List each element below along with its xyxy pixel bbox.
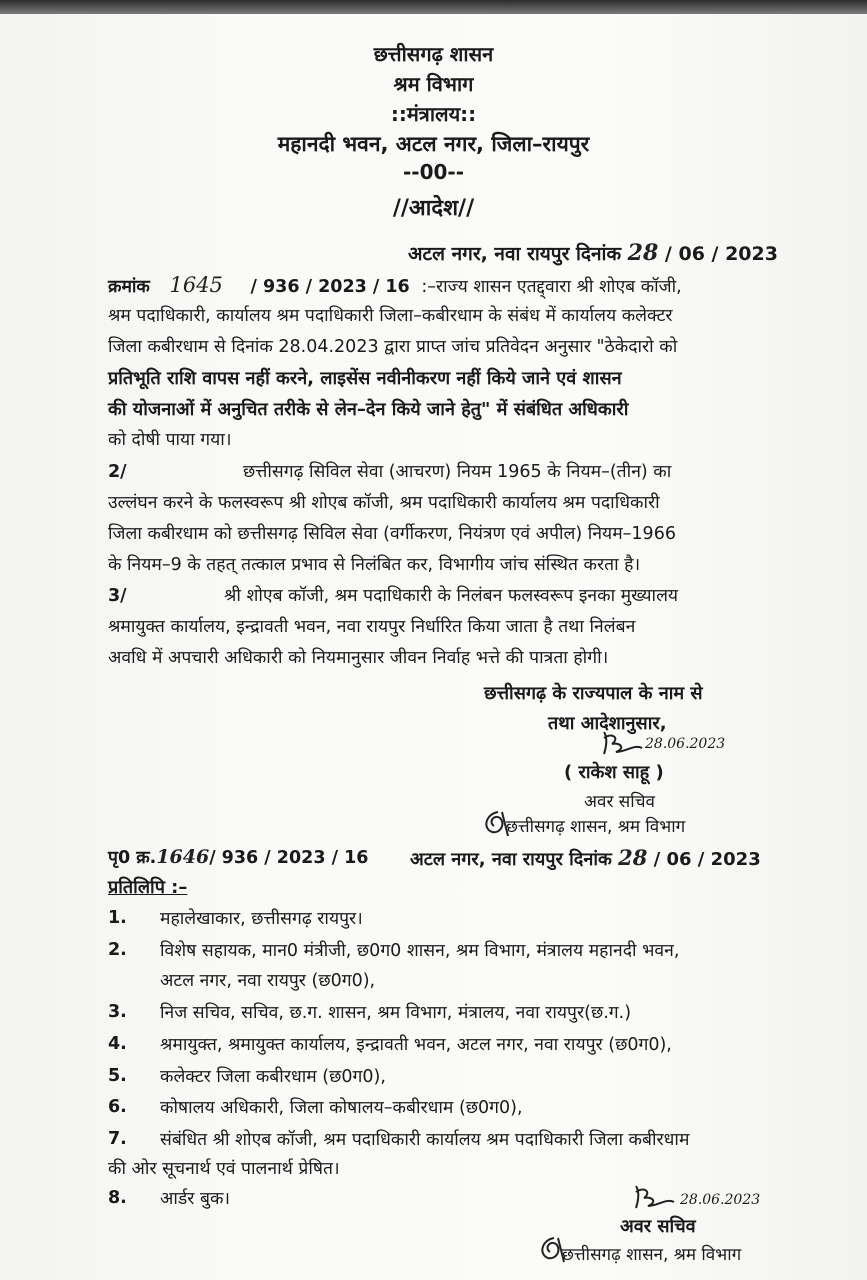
order-date-line: [408, 240, 778, 266]
copy-ref-label: पृ0 क्र.: [108, 848, 157, 868]
order-date-handwritten: 28: [627, 240, 659, 266]
header-government: छत्तीसगढ़ शासन: [373, 42, 494, 66]
photo-top-edge: [0, 0, 867, 14]
signatory-name: ( राकेश साहू ): [564, 762, 664, 783]
para1-line-1: :–राज्य शासन एतद्द्वारा श्री शोएब कॉजी,: [421, 277, 682, 297]
para3-line-2: श्रमायुक्त कार्यालय, इन्द्रावती भवन, नवा रायपुर निर्धारित किया जाता है तथा निलंबन: [108, 617, 636, 637]
signature-date-2: 28.06.2023: [680, 1192, 761, 1208]
copy-item-6-number: 6.: [108, 1097, 127, 1117]
para2-line-1: छत्तीसगढ़ सिविल सेवा (आचरण) नियम 1965 के नियम–(तीन) का: [243, 462, 672, 482]
copy-item-6-line-1: कोषालय अधिकारी, जिला कोषालय–कबीरधाम (छ0ग0),: [160, 1098, 523, 1118]
para3-number: 3/: [108, 586, 127, 606]
para1-line-6: को दोषी पाया गया।: [108, 430, 232, 450]
copy-ref-line: [108, 845, 368, 869]
copy-item-8-number: 8.: [108, 1188, 127, 1208]
copy-item-1-line-1: महालेखाकार, छत्तीसगढ़ रायपुर।: [160, 909, 363, 929]
copy-item-2-number: 2.: [108, 940, 127, 960]
copy-ref-handwritten: 1646: [156, 846, 210, 868]
governor-line-2: तथा आदेशानुसार,: [548, 713, 667, 734]
copy-ref-number: / 936 / 2023 / 16: [209, 848, 369, 868]
order-kramank-line: [108, 272, 682, 300]
copy-item-1-number: 1.: [108, 908, 127, 928]
kramank-number: / 936 / 2023 / 16: [250, 277, 410, 297]
pratilipi-heading: प्रतिलिपि :–: [108, 877, 188, 898]
copy-item-8-line-1: आर्डर बुक।: [160, 1189, 231, 1209]
order-date-rest: / 06 / 2023: [664, 243, 778, 265]
para1-line-2: श्रम पदाधिकारी, कार्यालय श्रम पदाधिकारी जिला–कबीरधाम के संबंध में कार्यालय कलेक्टर: [108, 306, 673, 326]
signature-mark-2: [630, 1182, 678, 1212]
copy-item-7-line-2: की ओर सूचनार्थ एवं पालनार्थ प्रेषित।: [108, 1159, 340, 1179]
signatory-dept-1: छत्तीसगढ़ शासन, श्रम विभाग: [506, 817, 686, 837]
para2-line-4: के नियम–9 के तहत् तत्काल प्रभाव से निलंबित कर, विभागीय जांच संस्थित करता है।: [108, 555, 641, 575]
header-separator: --00--: [402, 160, 465, 184]
para1-line-5: की योजनाओं में अनुचित तरीके से लेन–देन किये जाने हेतु" में संबंधित अधिकारी: [108, 399, 629, 420]
copy-date-handwritten: 28: [618, 845, 648, 870]
signature-date-1: 28.06.2023: [645, 736, 726, 752]
signatory-title-2: अवर सचिव: [620, 1216, 696, 1237]
para2-number: 2/: [108, 462, 127, 482]
copy-place-date-prefix: अटल नगर, नवा रायपुर दिनांक: [410, 849, 612, 870]
copy-date-line: [410, 845, 761, 871]
signature-mark-1: [598, 728, 646, 758]
para2-line-3: जिला कबीरधाम को छत्तीसगढ़ सिविल सेवा (वर्गीकरण, नियंत्रण एवं अपील) नियम–1966: [108, 524, 676, 544]
copy-item-7-number: 7.: [108, 1129, 127, 1149]
copy-item-5-number: 5.: [108, 1066, 127, 1086]
copy-item-2-line-1: विशेष सहायक, मान0 मंत्रीजी, छ0ग0 शासन, श्रम विभाग, मंत्रालय महानदी भवन,: [160, 941, 680, 961]
copy-item-2-line-2: अटल नगर, नवा रायपुर (छ0ग0),: [160, 971, 376, 991]
header-address: महानदी भवन, अटल नगर, जिला–रायपुर: [277, 132, 590, 156]
signatory-dept-2: छत्तीसगढ़ शासन, श्रम विभाग: [562, 1245, 742, 1265]
header-department: श्रम विभाग: [393, 72, 474, 96]
copy-item-3-line-1: निज सचिव, सचिव, छ.ग. शासन, श्रम विभाग, मंत्रालय, नवा रायपुर(छ.ग.): [160, 1003, 632, 1023]
copy-item-4-line-1: श्रमायुक्त, श्रमायुक्त कार्यालय, इन्द्रावती भवन, अटल नगर, नवा रायपुर (छ0ग0),: [160, 1035, 672, 1055]
copy-item-7-line-1: संबंधित श्री शोएब कॉजी, श्रम पदाधिकारी कार्यालय श्रम पदाधिकारी जिला कबीरधाम: [160, 1130, 690, 1150]
signatory-title-1: अवर सचिव: [584, 792, 655, 812]
copy-date-rest: / 06 / 2023: [653, 849, 761, 870]
kramank-label: क्रमांक: [108, 277, 150, 297]
para1-line-4: प्रतिभूति राशि वापस नहीं करने, लाइसेंस नवीनीकरण नहीं किये जाने एवं शासन: [108, 368, 622, 389]
para3-line-1: श्री शोएब कॉजी, श्रम पदाधिकारी के निलंबन फलस्वरूप इनका मुख्यालय: [224, 586, 679, 606]
header-order-title: //आदेश//: [392, 196, 475, 221]
order-place-date-prefix: अटल नगर, नवा रायपुर दिनांक: [408, 243, 622, 265]
para2-line-2: उल्लंघन करने के फलस्वरूप श्री शोएब कॉजी, श्रम पदाधिकारी कार्यालय श्रम पदाधिकारी: [108, 493, 660, 513]
copy-item-5-line-1: कलेक्टर जिला कबीरधाम (छ0ग0),: [160, 1067, 386, 1087]
kramank-handwritten: 1645: [169, 273, 223, 297]
para1-line-3: जिला कबीरधाम से दिनांक 28.04.2023 द्वारा प्राप्त जांच प्रतिवेदन अनुसार "ठेकेदारो को: [108, 337, 678, 357]
header-mantralaya: ::मंत्रालय::: [390, 102, 477, 126]
para3-line-3: अवधि में अपचारी अधिकारी को नियमानुसार जीवन निर्वाह भत्ते की पात्रता होगी।: [108, 648, 609, 668]
copy-item-4-number: 4.: [108, 1034, 127, 1054]
copy-item-3-number: 3.: [108, 1002, 127, 1022]
governor-line-1: छत्तीसगढ़ के राज्यपाल के नाम से: [484, 683, 703, 704]
